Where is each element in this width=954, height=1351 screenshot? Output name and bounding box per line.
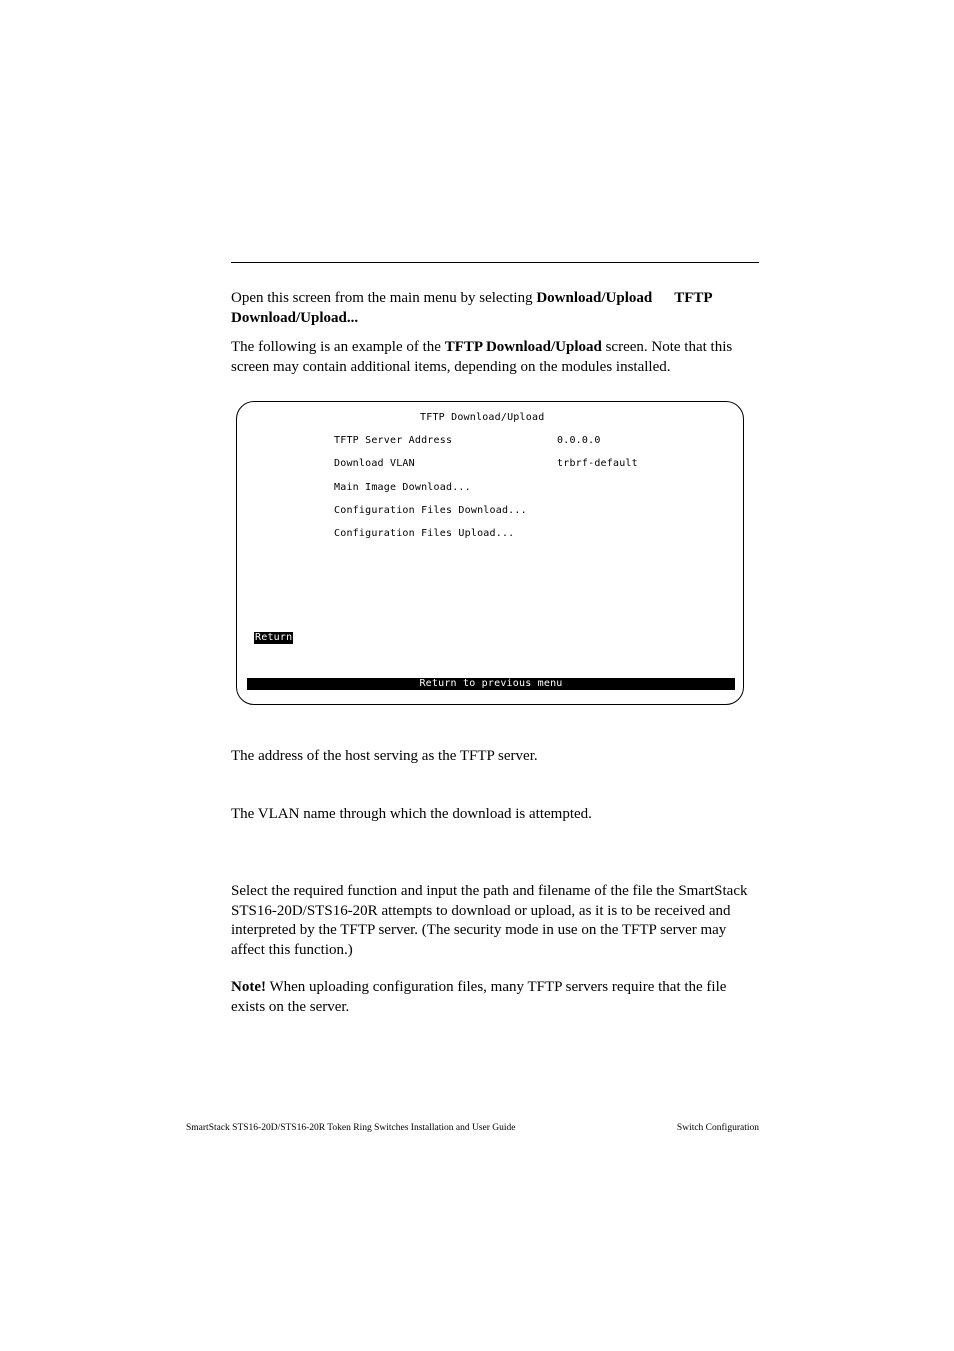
download-vlan-description: The VLAN name through which the download is attempted.	[231, 806, 592, 822]
example-text-start: The following is an example of the	[231, 339, 445, 355]
terminal-screen	[236, 401, 744, 705]
screen-title: TFTP Download/Upload	[420, 412, 545, 423]
main-image-download-item[interactable]: Main Image Download...	[334, 482, 471, 493]
note-text: When uploading configuration files, many TFTP servers require that the file exists on the server.	[231, 979, 727, 1015]
submenu-item-tftp: TFTP	[674, 290, 713, 306]
example-screen-name: TFTP Download/Upload	[444, 339, 602, 355]
download-vlan-label[interactable]: Download VLAN	[334, 458, 415, 469]
example-paragraph	[231, 338, 761, 377]
note-paragraph	[231, 978, 759, 1017]
footer-left: SmartStack STS16-20D/STS16-20R Token Ring Switches Installation and User Guide	[186, 1123, 516, 1133]
header-rule	[231, 262, 759, 263]
config-files-download-item[interactable]: Configuration Files Download...	[334, 505, 527, 516]
tftp-server-address-label[interactable]: TFTP Server Address	[334, 435, 453, 446]
note-label: Note!	[231, 979, 266, 995]
example-text-end: screen. Note that this screen may contain additional items, depending on the modules installed.	[231, 339, 733, 375]
footer-right: Switch Configuration	[676, 1123, 759, 1133]
submenu-item-download-upload: Download/Upload...	[231, 309, 359, 326]
status-bar	[247, 678, 735, 690]
function-description: Select the required function and input the path and filename of the file the SmartStack STS16-20D/STS16-20R attempts to download or upload, as it is to be received and interpreted by the TFTP server. (The security mode in use on the TFTP server may affect this function.)	[231, 883, 748, 958]
server-address-description: The address of the host serving as the TFTP server.	[231, 748, 538, 764]
config-files-upload-item[interactable]: Configuration Files Upload...	[334, 528, 515, 539]
menu-item-download-upload: Download/Upload	[536, 290, 653, 306]
return-button[interactable]: Return	[255, 632, 293, 643]
status-text: Return to previous menu	[419, 678, 563, 689]
intro-paragraph	[231, 289, 761, 328]
tftp-server-address-value[interactable]: 0.0.0.0	[557, 435, 601, 446]
download-vlan-value[interactable]: trbrf-default	[557, 458, 638, 469]
intro-text: Open this screen from the main menu by selecting	[231, 290, 537, 306]
